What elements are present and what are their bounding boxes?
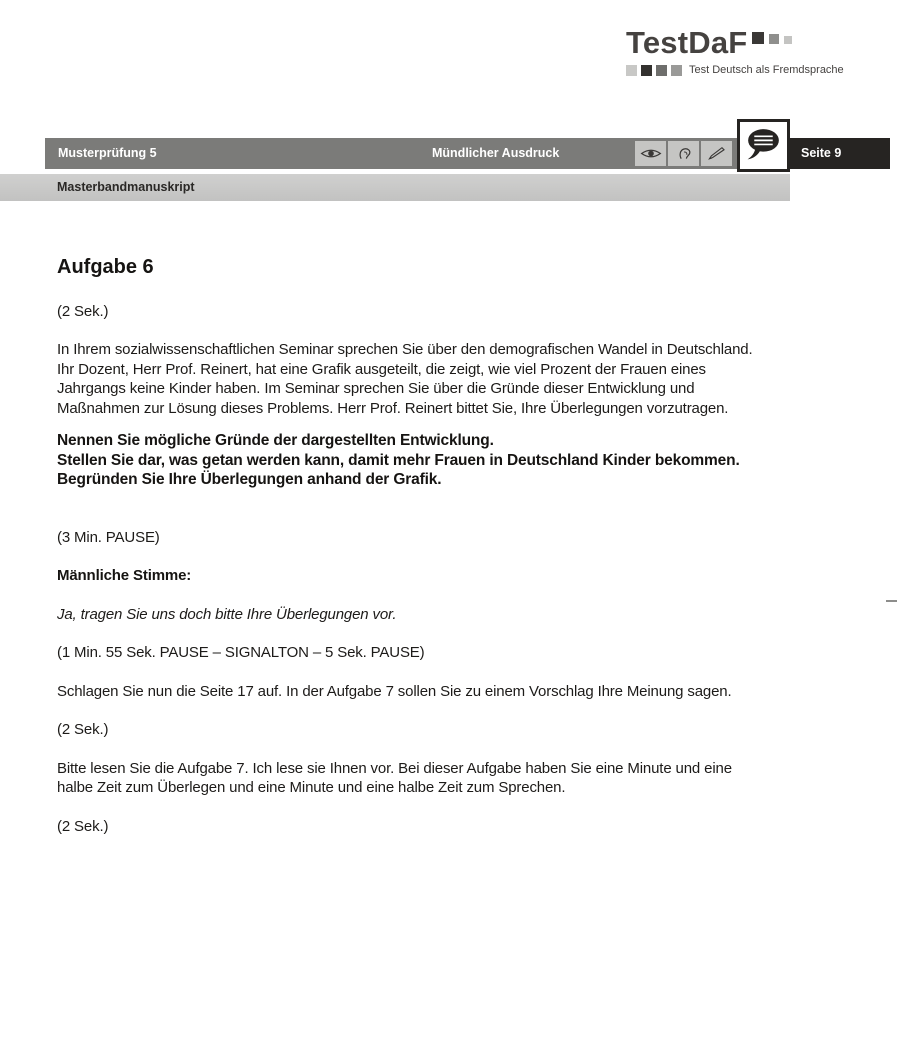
logo-tagline: Test Deutsch als Fremdsprache: [689, 64, 844, 76]
eye-icon: [635, 141, 666, 166]
pause-note: (2 Sek.): [57, 817, 109, 835]
logo-square: [641, 65, 652, 76]
section-title: Mündlicher Ausdruck: [432, 146, 560, 160]
logo-square: [769, 34, 779, 44]
instruction-text: Schlagen Sie nun die Seite 17 auf. In der Aufgabe 7 sollen Sie zu einem Vorschlag Ihre Meinung sagen.: [57, 682, 732, 700]
speech-bubble-icon: [737, 119, 790, 172]
logo-square: [752, 32, 764, 44]
task-title: Aufgabe 6: [57, 256, 154, 278]
logo-text: TestDaF: [626, 25, 748, 60]
logo-square: [784, 36, 792, 44]
pause-note: (3 Min. PAUSE): [57, 528, 160, 546]
task-instruction-line: Stellen Sie dar, was getan werden kann, damit mehr Frauen in Deutschland Kinder bekommen.: [57, 451, 740, 469]
logo-square: [671, 65, 682, 76]
task-intro: In Ihrem sozialwissenschaftlichen Seminar sprechen Sie über den demografischen Wandel in Deutschland. Ihr Dozent, Herr Prof. Reinert, hat eine Grafik ausgeteilt, die zeigt, wie viel Prozent der Frauen eines Jahrgangs keine Kinder haben. Im Seminar sprechen Sie über die Gründe dieser Entwicklung und Maßnahmen zur Lösung dieses Problems. Herr Prof. Reinert bittet Sie, Ihre Überlegungen vorzutragen.: [57, 341, 753, 417]
page-number: Seite 9: [801, 146, 842, 160]
pen-icon: [701, 141, 732, 166]
voice-line: Ja, tragen Sie uns doch bitte Ihre Überlegungen vor.: [57, 605, 397, 623]
pause-note: (1 Min. 55 Sek. PAUSE – SIGNALTON – 5 Sek. PAUSE): [57, 644, 425, 661]
task-instructions: [57, 431, 769, 490]
skill-icon-strip: [635, 141, 732, 166]
instruction-text: Bitte lesen Sie die Aufgabe 7. Ich lese sie Ihnen vor. Bei dieser Aufgabe haben Sie eine Minute und eine halbe Zeit zum Überlegen und eine Minute und eine halbe Zeit zum Sprechen.: [57, 759, 732, 796]
subheader-title: Masterbandmanuskript: [57, 180, 195, 194]
task-instruction-line: Nennen Sie mögliche Gründe der dargestellten Entwicklung.: [57, 432, 494, 449]
logo-square: [626, 65, 637, 76]
pause-note: (2 Sek.): [57, 302, 109, 320]
header-bar: [45, 138, 790, 169]
voice-label: Männliche Stimme:: [57, 567, 192, 584]
ear-icon: [668, 141, 699, 166]
task-instruction-line: Begründen Sie Ihre Überlegungen anhand der Grafik.: [57, 471, 442, 488]
testdaf-logo: [626, 25, 888, 76]
exam-title: Musterprüfung 5: [58, 146, 157, 160]
subheader-bar: [0, 174, 790, 201]
manuscript-body: [57, 258, 769, 855]
pause-note: (2 Sek.): [57, 721, 109, 738]
logo-square: [656, 65, 667, 76]
page-number-box: [790, 138, 890, 169]
crop-mark: [886, 600, 897, 602]
